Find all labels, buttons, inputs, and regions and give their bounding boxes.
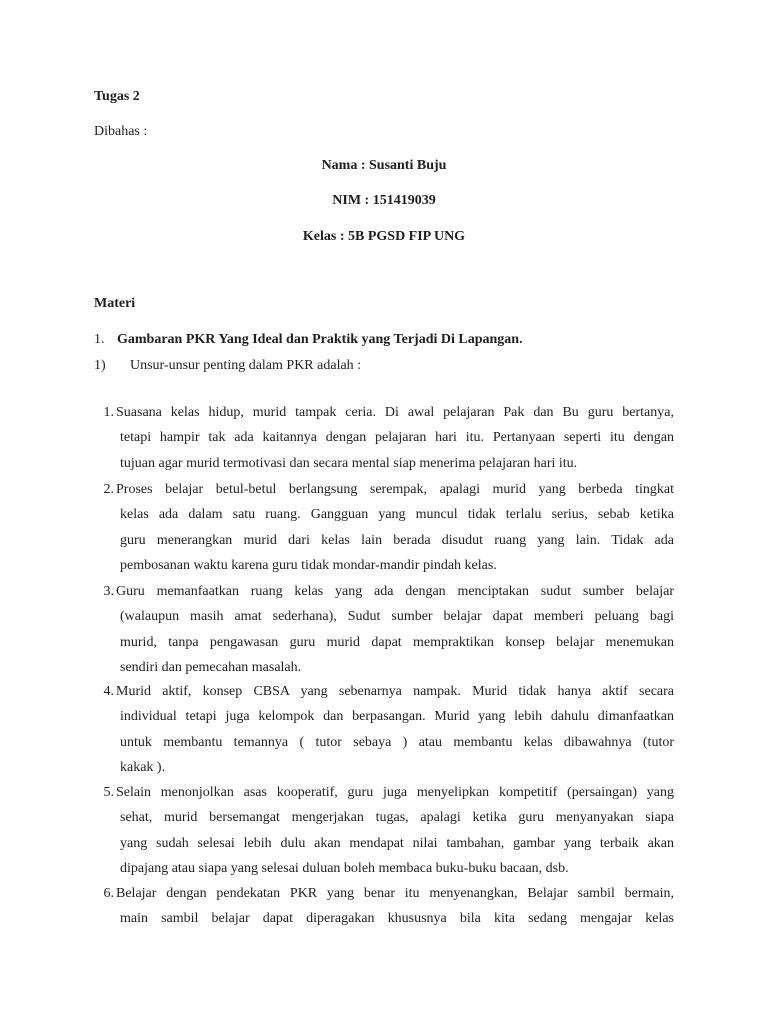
list-item-number: 3.	[103, 584, 114, 599]
list-item-number: 4.	[103, 684, 114, 699]
list-item-line: Proses belajar betul-betul berlangsung serempak, apalagi murid yang berbeda tingkat	[116, 482, 674, 497]
list-item-line: Guru memanfaatkan ruang kelas yang ada dengan menciptakan sudut sumber belajar	[116, 584, 674, 599]
topic-number: 1.	[94, 332, 105, 347]
list-item-line: guru menerangkan murid dari kelas lain berada disudut ruang yang lain. Tidak ada	[120, 532, 674, 548]
sub-title: Unsur-unsur penting dalam PKR adalah :	[130, 358, 362, 373]
list-item-number: 2.	[103, 482, 114, 497]
student-nim: NIM : 151419039	[332, 193, 436, 208]
list-item-line: tetapi hampir tak ada kaitannya dengan pelajaran hari itu. Pertanyaan seperti itu dengan	[120, 430, 674, 446]
list-item-line: kelas ada dalam satu ruang. Gangguan yang muncul tidak terlalu serius, sebab ketika	[120, 507, 674, 523]
list-item-line: sehat, murid bersemangat mengerjakan tugas, apalagi ketika guru menyanyakan siapa	[120, 810, 674, 826]
list-item-line: Suasana kelas hidup, murid tampak ceria. Di awal pelajaran Pak dan Bu guru bertanya,	[116, 405, 674, 420]
list-item	[116, 679, 674, 781]
section-heading: Materi	[94, 296, 136, 311]
topic-title: Gambaran PKR Yang Ideal dan Praktik yang Terjadi Di Lapangan.	[117, 332, 523, 347]
student-class: Kelas : 5B PGSD FIP UNG	[302, 229, 466, 244]
list-item-line: Belajar dengan pendekatan PKR yang benar itu menyenangkan, Belajar sambil bermain,	[116, 886, 674, 901]
list-item-line: untuk membantu temannya ( tutor sebaya ) atau membantu kelas dibawahnya (tutor	[120, 734, 674, 750]
list-item-line: main sambil belajar dapat diperagakan khususnya bila kita sedang mengajar kelas	[120, 911, 674, 927]
student-name: Nama : Susanti Buju	[321, 158, 447, 173]
list-item-line: pembosanan waktu karena guru tidak mondar-mandir pindah kelas.	[120, 558, 497, 574]
list-item-line: yang sudah selesai lebih dulu akan mendapat nilai tambahan, gambar yang terbaik akan	[120, 835, 674, 851]
list-item-line: (walaupun masih amat sederhana), Sudut sumber belajar dapat memberi peluang bagi	[120, 609, 674, 625]
sub-number: 1)	[94, 358, 106, 373]
discussed-label: Dibahas :	[94, 124, 148, 139]
list-item	[116, 780, 674, 882]
document-title: Tugas 2	[94, 89, 140, 104]
list-item-line: Selain menonjolkan asas kooperatif, guru juga menyelipkan kompetitif (persaingan) yang	[116, 785, 674, 800]
list-item	[116, 400, 674, 476]
list-item-line: kakak ).	[120, 760, 166, 776]
list-item-number: 1.	[103, 405, 114, 420]
list-item-line: Murid aktif, konsep CBSA yang sebenarnya nampak. Murid tidak hanya aktif secara	[116, 684, 674, 699]
list-item-number: 5.	[103, 785, 114, 800]
list-item-line: individual tetapi juga kelompok dan berpasangan. Murid yang lebih dahulu dimanfaatkan	[120, 709, 674, 725]
list-item-line: sendiri dan pemecahan masalah.	[120, 660, 302, 676]
list-item	[116, 881, 674, 932]
list-item	[116, 579, 674, 681]
list-item	[116, 477, 674, 579]
list-item-number: 6.	[103, 886, 114, 901]
list-item-line: dipajang atau siapa yang selesai duluan boleh membaca buku-buku bacaan, dsb.	[120, 861, 569, 877]
list-item-line: tujuan agar murid termotivasi dan secara mental siap menerima pelajaran hari itu.	[120, 455, 578, 471]
list-item-line: murid, tanpa pengawasan guru murid dapat mempraktikan konsep belajar menemukan	[120, 634, 674, 650]
